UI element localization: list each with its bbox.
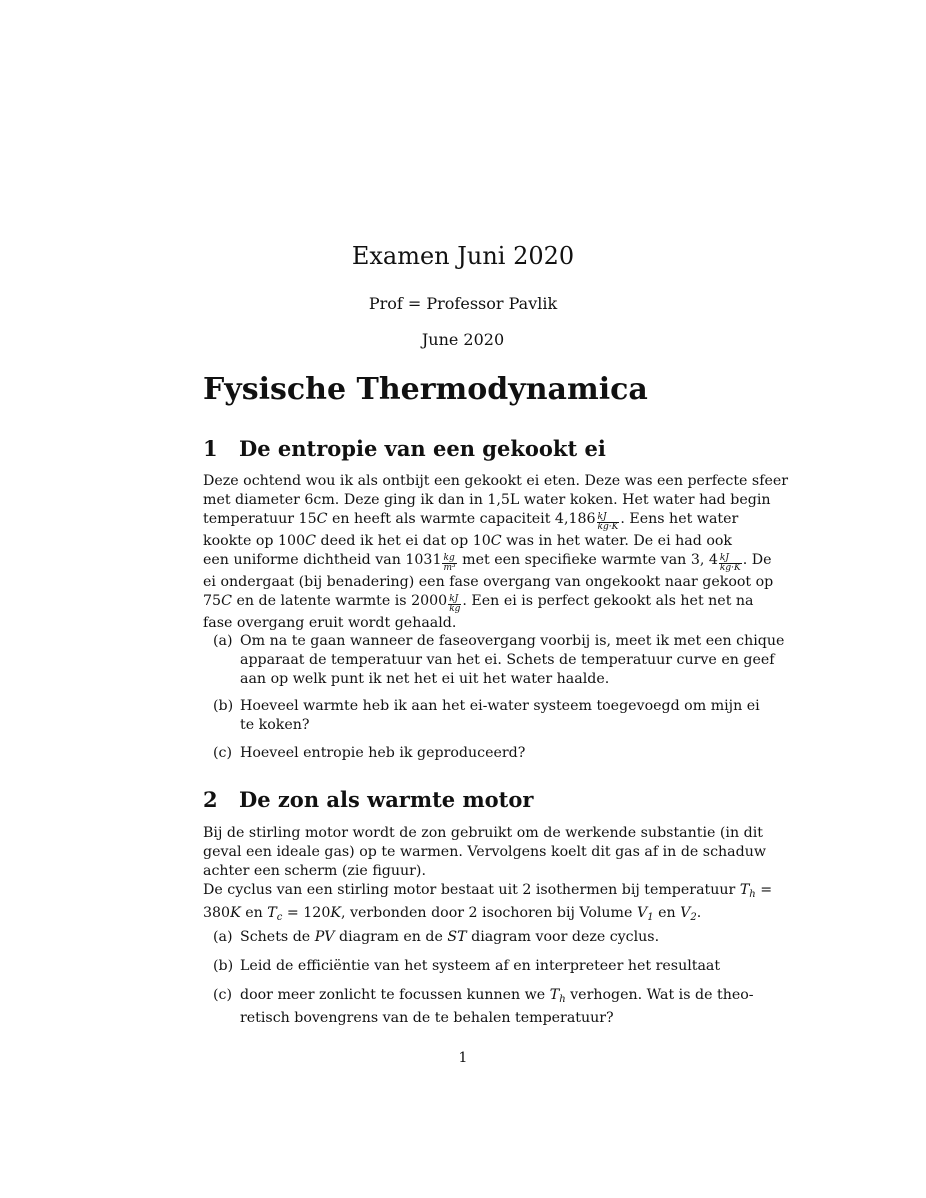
section-1-heading — [203, 436, 606, 461]
math-subscript: 1 — [647, 912, 654, 923]
item-line: Om na te gaan wanneer de faseovergang voorbij is, meet ik met een chique — [240, 633, 785, 649]
text-fragment: was in het water. De ei had ook — [506, 533, 732, 549]
math-unit: C — [221, 593, 232, 609]
paragraph-line: met diameter 6cm. Deze ging ik dan in 1,5L water koken. Het water had begin — [203, 492, 771, 508]
math-number: = 120 — [286, 905, 331, 921]
item-label: (b) — [213, 958, 234, 974]
fraction-numerator: kg — [443, 553, 455, 563]
date-line: June 2020 — [421, 330, 505, 349]
text-fragment: . Eens het water — [620, 511, 739, 527]
author-line: Prof = Professor Pavlik — [368, 294, 558, 313]
item-line: Leid de efficiëntie van het systeem af en interpreteer het resultaat — [240, 958, 721, 974]
math-subscript: h — [559, 994, 566, 1005]
item-line — [240, 986, 754, 1009]
text-fragment: diagram voor deze cyclus. — [471, 929, 660, 945]
paragraph-line: Deze ochtend wou ik als ontbijt een gekookt ei eten. Deze was een perfecte sfeer — [203, 473, 789, 489]
section-2-heading — [203, 787, 533, 812]
fraction-denominator: kg·K — [597, 522, 619, 532]
item-label: (c) — [213, 987, 233, 1003]
paragraph-line: fase overgang eruit wordt gehaald. — [203, 615, 457, 631]
text-fragment: verhogen. Wat is de theo- — [570, 987, 754, 1003]
exam-title: Examen Juni 2020 — [351, 242, 575, 270]
item-body — [240, 928, 723, 947]
text-fragment: Schets de — [240, 929, 311, 945]
text-fragment: deed ik het ei dat op — [320, 533, 469, 549]
fraction — [597, 513, 620, 532]
text-fragment: temperatuur — [203, 511, 295, 527]
item-body — [240, 632, 785, 689]
text-fragment: , verbonden door 2 isochoren bij Volume — [340, 905, 633, 921]
section-2-paragraph — [203, 824, 773, 927]
section-2-number: 2 — [203, 787, 218, 812]
math-number: 380 — [203, 905, 231, 921]
math-symbol: T — [267, 905, 277, 921]
fraction-denominator: kg — [449, 604, 461, 614]
item-line: te koken? — [240, 717, 310, 733]
page-number: 1 — [458, 1050, 468, 1066]
math-unit: K — [230, 905, 241, 921]
math-symbol: T — [739, 882, 750, 898]
item-body — [240, 697, 760, 735]
question-1a — [203, 632, 785, 689]
paragraph-line: ei ondergaat (bij benadering) een fase overgang van ongekookt naar gekoot op — [203, 574, 774, 590]
question-2b — [203, 957, 723, 976]
text-fragment: met een specifieke warmte van 3, 4 — [462, 552, 718, 568]
text-fragment: . De — [742, 552, 772, 568]
fraction — [719, 554, 742, 573]
text-fragment: diagram en de — [339, 929, 443, 945]
math-symbol: V — [680, 905, 691, 921]
math-unit: K — [330, 905, 341, 921]
text-fragment: door meer zonlicht te focussen kunnen we — [240, 987, 546, 1003]
item-label: (b) — [213, 698, 234, 714]
math-number: 15 — [298, 511, 317, 527]
fraction — [448, 595, 461, 614]
math-unit: C — [490, 533, 502, 549]
math-unit: C — [316, 511, 328, 527]
question-1c — [203, 744, 723, 763]
paragraph-line — [203, 532, 732, 551]
item-body — [240, 986, 754, 1028]
math-operator: = — [760, 882, 773, 898]
item-line: Hoeveel entropie heb ik geproduceerd? — [240, 745, 526, 761]
math-symbol: ST — [447, 929, 467, 945]
text-fragment: en — [245, 905, 263, 921]
item-label: (a) — [213, 633, 233, 649]
fraction-denominator: m³ — [443, 563, 456, 573]
text-fragment: een uniforme dichtheid van 1031 — [203, 552, 442, 568]
math-number: 100 — [278, 533, 306, 549]
item-label: (c) — [213, 745, 233, 761]
item-line: Hoeveel warmte heb ik aan het ei-water systeem toegevoegd om mijn ei — [240, 698, 760, 714]
item-line: apparaat de temperatuur van het ei. Schets de temperatuur curve en geef — [240, 652, 775, 668]
fraction-numerator: kJ — [719, 554, 742, 564]
paragraph-line — [203, 592, 754, 614]
fraction-numerator: kJ — [597, 513, 620, 523]
math-number: 75 — [203, 593, 222, 609]
text-fragment: De cyclus van een stirling motor bestaat uit 2 isothermen bij temperatuur — [203, 882, 736, 898]
math-number: 10 — [472, 533, 491, 549]
math-symbol: PV — [314, 929, 335, 945]
math-subscript: c — [276, 912, 283, 923]
item-line: aan op welk punt ik net het ei uit het water haalde. — [240, 671, 610, 687]
text-fragment: . — [696, 905, 702, 921]
paragraph-line — [203, 881, 773, 904]
text-fragment: . Een ei is perfect gekookt als het net na — [462, 593, 754, 609]
item-label: (a) — [213, 929, 233, 945]
item-line — [240, 928, 723, 947]
section-1-title: De entropie van een gekookt ei — [239, 436, 606, 461]
item-body — [240, 744, 723, 763]
fraction-numerator: kJ — [448, 595, 461, 605]
paragraph-line — [203, 904, 723, 927]
text-fragment: en heeft als warmte capaciteit 4,186 — [331, 511, 596, 527]
paragraph-line: geval een ideale gas) op te warmen. Vervolgens koelt dit gas af in de schaduw — [203, 844, 766, 860]
math-symbol: T — [549, 987, 560, 1003]
document-heading: Fysische Thermodynamica — [203, 372, 648, 407]
item-line: retisch bovengrens van de te behalen temperatuur? — [240, 1010, 614, 1026]
math-unit: C — [305, 533, 316, 549]
section-1-number: 1 — [203, 436, 218, 461]
paragraph-line: achter een scherm (zie figuur). — [203, 863, 426, 879]
math-symbol: V — [636, 905, 648, 921]
text-fragment: kookte op — [203, 533, 274, 549]
paragraph-line — [203, 510, 739, 532]
section-2-title: De zon als warmte motor — [239, 787, 534, 812]
item-body — [240, 957, 723, 976]
math-subscript: h — [749, 889, 756, 900]
text-fragment: en — [658, 905, 676, 921]
question-2c — [203, 986, 754, 1026]
fraction — [442, 554, 456, 573]
question-1b — [203, 697, 760, 735]
question-2a — [203, 928, 723, 947]
paragraph-line: Bij de stirling motor wordt de zon gebruikt om de werkende substantie (in dit — [203, 825, 763, 841]
fraction-denominator: kg·K — [719, 563, 741, 573]
math-subscript: 2 — [690, 912, 697, 923]
text-fragment: en de latente warmte is 2000 — [236, 593, 448, 609]
